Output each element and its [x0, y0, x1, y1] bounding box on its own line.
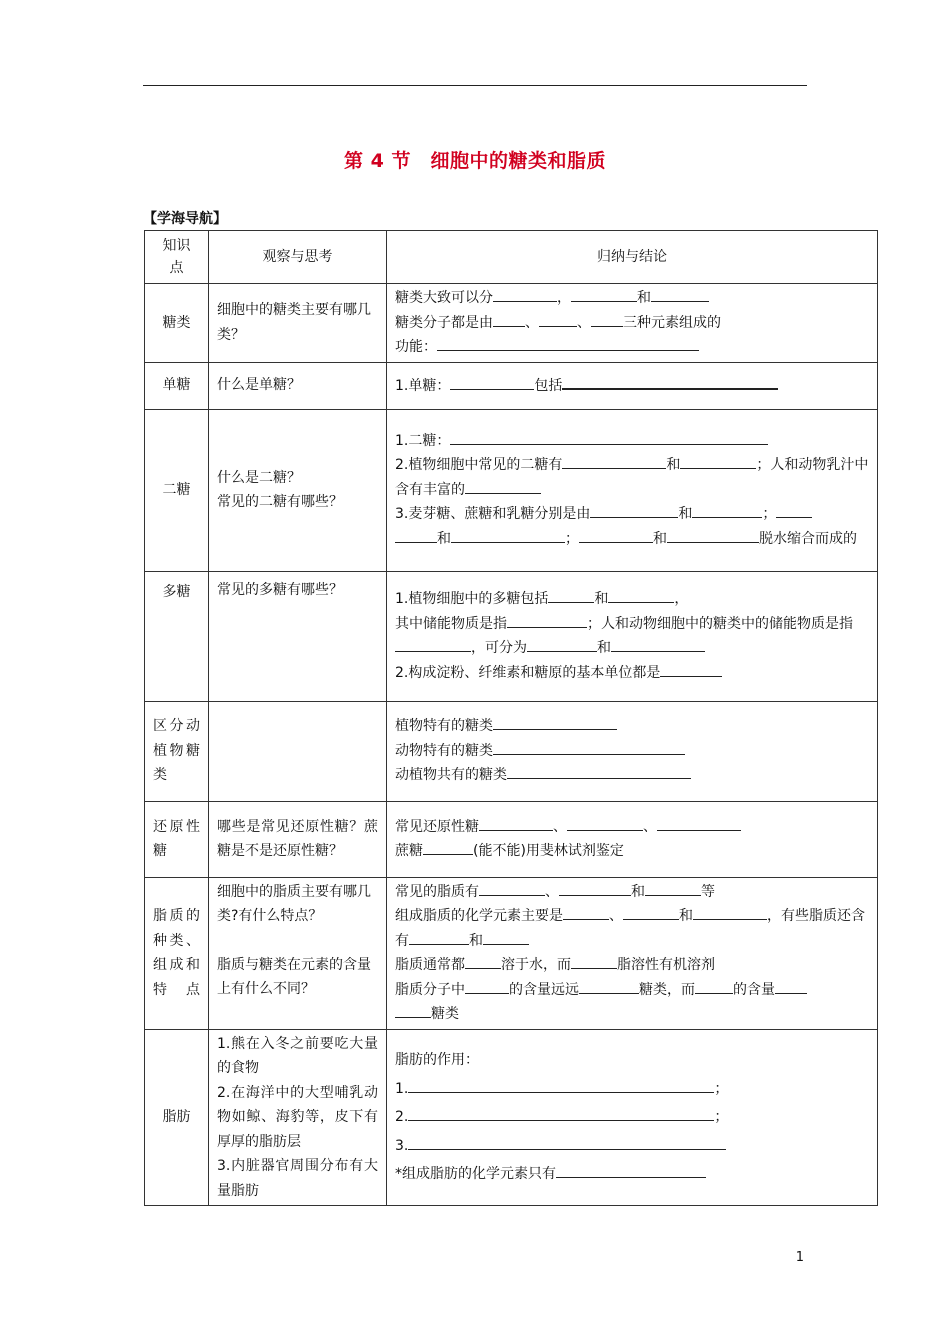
table-row	[145, 801, 878, 877]
answer-blank[interactable]	[395, 636, 471, 652]
answer-blank[interactable]	[692, 502, 762, 518]
answer-blank[interactable]	[562, 373, 778, 390]
answer-blank[interactable]	[775, 978, 807, 994]
answer-blank[interactable]	[591, 311, 623, 327]
answer-blank[interactable]	[408, 1134, 726, 1150]
answer-blank[interactable]	[395, 527, 437, 543]
question-cell: 常见的多糖有哪些？	[209, 571, 387, 701]
answer-blank[interactable]	[539, 311, 577, 327]
answer-blank[interactable]	[590, 502, 678, 518]
answer-blank[interactable]	[450, 429, 768, 445]
question-cell: 细胞中的糖类主要有哪几类？	[209, 284, 387, 363]
table-row	[145, 877, 878, 1029]
answer-blank[interactable]	[611, 636, 705, 652]
answer-blank[interactable]	[465, 978, 509, 994]
answer-blank[interactable]	[567, 815, 643, 831]
answer-blank[interactable]	[693, 904, 767, 920]
answer-blank[interactable]	[408, 1105, 714, 1121]
answer-blank[interactable]	[465, 478, 541, 494]
table-row	[145, 362, 878, 409]
table-header-row	[145, 231, 878, 284]
answer-blank[interactable]	[695, 978, 733, 994]
table-row	[145, 571, 878, 701]
section-label: 【学海导航】	[143, 211, 227, 227]
answer-blank[interactable]	[657, 815, 741, 831]
answer-blank[interactable]	[451, 527, 565, 543]
topic-cell: 脂肪	[145, 1029, 209, 1206]
answer-blank[interactable]	[483, 929, 529, 945]
answer-blank[interactable]	[579, 527, 653, 543]
answer-blank[interactable]	[562, 453, 666, 469]
question-cell: 1.熊在入冬之前要吃大量的食物 2.在海洋中的大型哺乳动物如鲸、海豹等，皮下有厚厚的脂肪层 3.内脏器官周围分布有大量脂肪	[209, 1029, 387, 1206]
conclusion-cell: 植物特有的糖类 动物特有的糖类 动植物共有的糖类	[387, 701, 878, 801]
conclusion-cell: 1.植物细胞中的多糖包括 和 ， 其中储能物质是指 ；人和动物细胞中的糖类中的储能物质是指，可分为 和 2.构成淀粉、纤维素和糖原的基本单位都是	[387, 571, 878, 701]
answer-blank[interactable]	[493, 714, 617, 730]
answer-blank[interactable]	[493, 286, 557, 302]
answer-blank[interactable]	[527, 636, 597, 652]
answer-blank[interactable]	[437, 335, 699, 351]
page-title: 第 4 节 细胞中的糖类和脂质	[344, 150, 606, 172]
header-conclusion: 归纳与结论	[387, 231, 878, 284]
conclusion-cell: 1.二糖： 2.植物细胞中常见的二糖有 和 ；人和动物乳汁中含有丰富的 3.麦芽糖、蔗糖和乳糖分别是由 和 ； 和 ； 和 脱水缩合而成的	[387, 409, 878, 571]
study-table	[144, 230, 878, 1206]
conclusion-cell: 常见还原性糖 、 、 蔗糖 (能不能)用斐林试剂鉴定	[387, 801, 878, 877]
answer-blank[interactable]	[507, 612, 587, 628]
header-question: 观察与思考	[209, 231, 387, 284]
table-row	[145, 701, 878, 801]
answer-blank[interactable]	[465, 953, 501, 969]
table-row	[145, 1029, 878, 1206]
topic-cell: 脂质的种类、组成和特点	[145, 877, 209, 1029]
answer-blank[interactable]	[651, 286, 709, 302]
answer-blank[interactable]	[579, 978, 639, 994]
table-row	[145, 284, 878, 363]
answer-blank[interactable]	[450, 374, 534, 390]
answer-blank[interactable]	[479, 880, 545, 896]
answer-blank[interactable]	[395, 1002, 431, 1018]
answer-blank[interactable]	[559, 880, 631, 896]
answer-blank[interactable]	[645, 880, 701, 896]
header-topic: 知识点	[145, 231, 209, 284]
conclusion-cell: 糖类大致可以分 ， 和 糖类分子都是由 、 、 三种元素组成的 功能：	[387, 284, 878, 363]
answer-blank[interactable]	[408, 1077, 714, 1093]
answer-blank[interactable]	[493, 311, 525, 327]
answer-blank[interactable]	[507, 763, 691, 779]
topic-cell: 单糖	[145, 362, 209, 409]
topic-cell: 糖类	[145, 284, 209, 363]
answer-blank[interactable]	[548, 587, 594, 603]
answer-blank[interactable]	[608, 587, 674, 603]
conclusion-cell: 常见的脂质有 、 和 等 组成脂质的化学元素主要是 、 和 ，有些脂质还含有 和 脂质通常都 溶于水，而 脂溶性有机溶剂 脂质分子中 的含量远远 糖类，而 的含量 糖类	[387, 877, 878, 1029]
answer-blank[interactable]	[776, 502, 812, 518]
question-cell: 细胞中的脂质主要有哪几类?有什么特点？ 脂质与糖类在元素的含量上有什么不同？	[209, 877, 387, 1029]
question-cell: 什么是二糖？ 常见的二糖有哪些？	[209, 409, 387, 571]
topic-cell: 区分动植物糖类	[145, 701, 209, 801]
header-rule	[143, 85, 807, 86]
answer-blank[interactable]	[667, 527, 759, 543]
table-row	[145, 409, 878, 571]
question-cell: 哪些是常见还原性糖？蔗糖是不是还原性糖？	[209, 801, 387, 877]
topic-cell: 多糖	[145, 571, 209, 701]
answer-blank[interactable]	[680, 453, 756, 469]
answer-blank[interactable]	[563, 904, 609, 920]
answer-blank[interactable]	[571, 286, 637, 302]
page-number: 1	[795, 1250, 804, 1265]
conclusion-cell: 脂肪的作用： 1. ； 2. ； 3. *组成脂肪的化学元素只有	[387, 1029, 878, 1206]
conclusion-cell: 1.单糖： 包括	[387, 362, 878, 409]
topic-cell: 二糖	[145, 409, 209, 571]
answer-blank[interactable]	[623, 904, 679, 920]
answer-blank[interactable]	[571, 953, 617, 969]
answer-blank[interactable]	[556, 1162, 706, 1178]
answer-blank[interactable]	[409, 929, 469, 945]
question-cell: 什么是单糖？	[209, 362, 387, 409]
topic-cell: 还原性糖	[145, 801, 209, 877]
answer-blank[interactable]	[493, 739, 685, 755]
answer-blank[interactable]	[423, 839, 473, 855]
answer-blank[interactable]	[660, 661, 722, 677]
answer-blank[interactable]	[479, 815, 553, 831]
question-cell	[209, 701, 387, 801]
